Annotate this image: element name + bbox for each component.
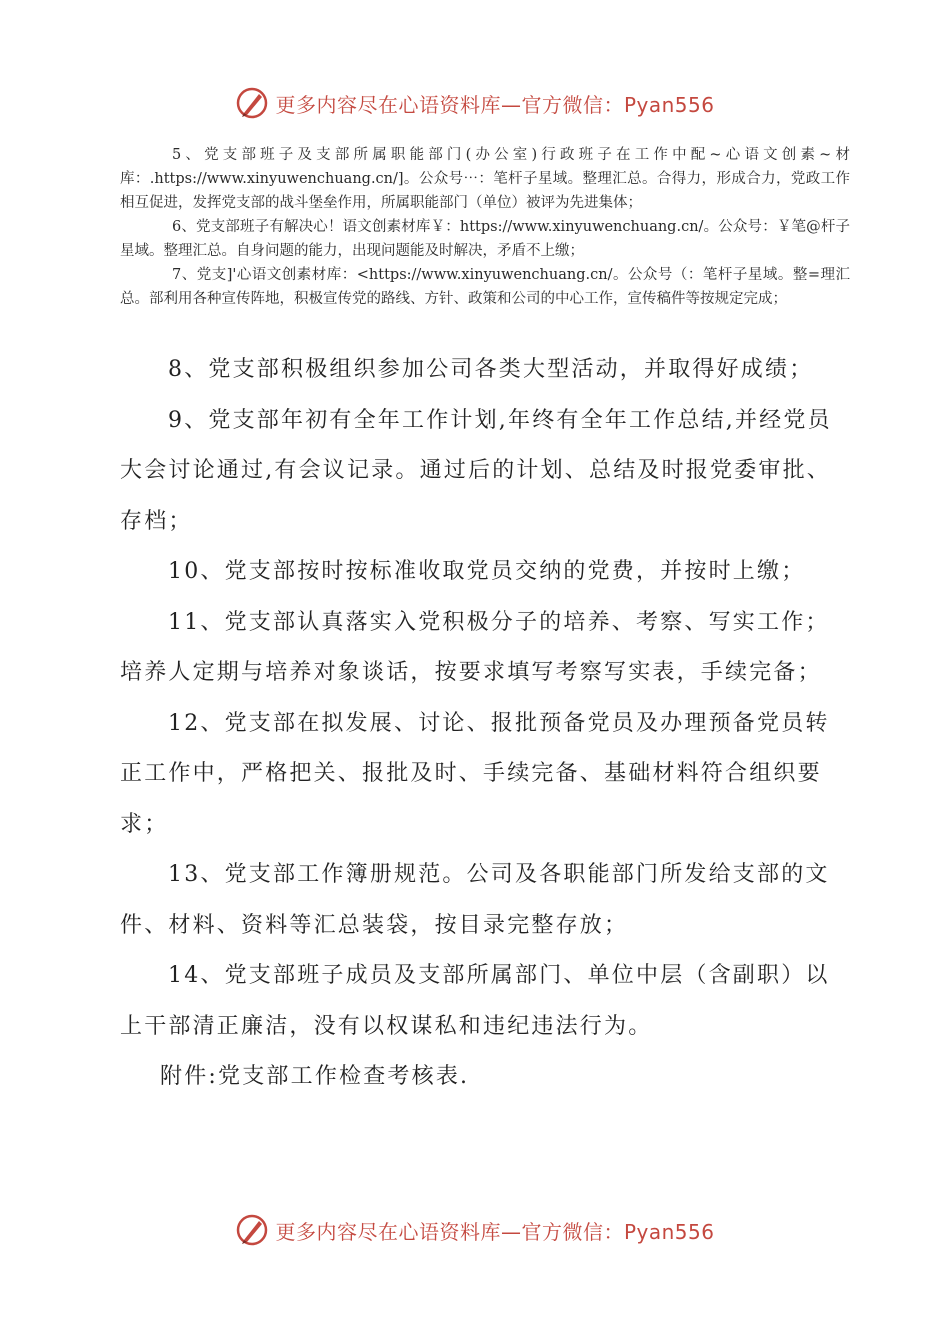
- footer-banner: [0, 1210, 950, 1250]
- banner-text: 更多内容尽在心语资料库—官方微信：Pyan556: [275, 1219, 715, 1244]
- small-text-block: [120, 143, 850, 311]
- paragraph-14: 14、党支部班子成员及支部所属部门、单位中层（含副职）以上干部清正廉洁，没有以权谋私和违纪违法行为。: [120, 963, 830, 1039]
- header-banner: [0, 83, 950, 123]
- paragraph-8: 8、党支部积极组织参加公司各类大型活动，并取得好成绩；: [168, 357, 814, 382]
- attachment-line: 附件:党支部工作检查考核表.: [160, 1064, 470, 1089]
- paragraph-13: 13、党支部工作簿册规范。公司及各职能部门所发给支部的文件、材料、资料等汇总装袋，按目录完整存放；: [120, 862, 830, 938]
- paragraph-11: 11、党支部认真落实入党积极分子的培养、考察、写实工作；培养人定期与培养对象谈话，按要求填写考察写实表，手续完备；: [120, 609, 830, 685]
- paragraph-12: 12、党支部在拟发展、讨论、报批预备党员及办理预备党员转正工作中，严格把关、报批及时、手续完备、基础材料符合组织要求；: [120, 710, 830, 837]
- pen-logo-icon: [235, 86, 269, 120]
- paragraph-5: 5、党支部班子及支部所属职能部门(办公室)行政班子在工作中配~心语文创素~材库：.https://www.xinyuwenchuang.cn/]。公众号⋯：笔杆子星域。整理汇总。合得力，形成合力，党政工作相互促进，发挥党支部的战斗堡垒作用，所属职能部门（单位）被评为先进集体；: [120, 147, 850, 211]
- paragraph-10: 10、党支部按时按标准收取党员交纳的党费，并按时上缴；: [168, 559, 806, 584]
- paragraph-9: 9、党支部年初有全年工作计划,年终有全年工作总结,并经党员大会讨论通过,有会议记录。通过后的计划、总结及时报党委审批、存档；: [120, 407, 832, 534]
- main-text-block: [120, 345, 850, 1103]
- paragraph-6: 6、党支部班子有解决心！语文创素材库￥：https://www.xinyuwenchuang.cn/。公众号：￥笔@杆子星域。整理汇总。自身问题的能力，出现问题能及时解决，矛盾不上缴；: [120, 219, 850, 259]
- pen-logo-icon: [235, 1213, 269, 1247]
- banner-text: 更多内容尽在心语资料库—官方微信：Pyan556: [275, 92, 715, 117]
- paragraph-7: 7、党支]'心语文创素材库：<https://www.xinyuwenchuang.cn/。公众号（：笔杆子星域。整=理汇总。部利用各种宣传阵地，积极宣传党的路线、方针、政策和公司的中心工作，宣传稿件等按规定完成；: [120, 267, 850, 307]
